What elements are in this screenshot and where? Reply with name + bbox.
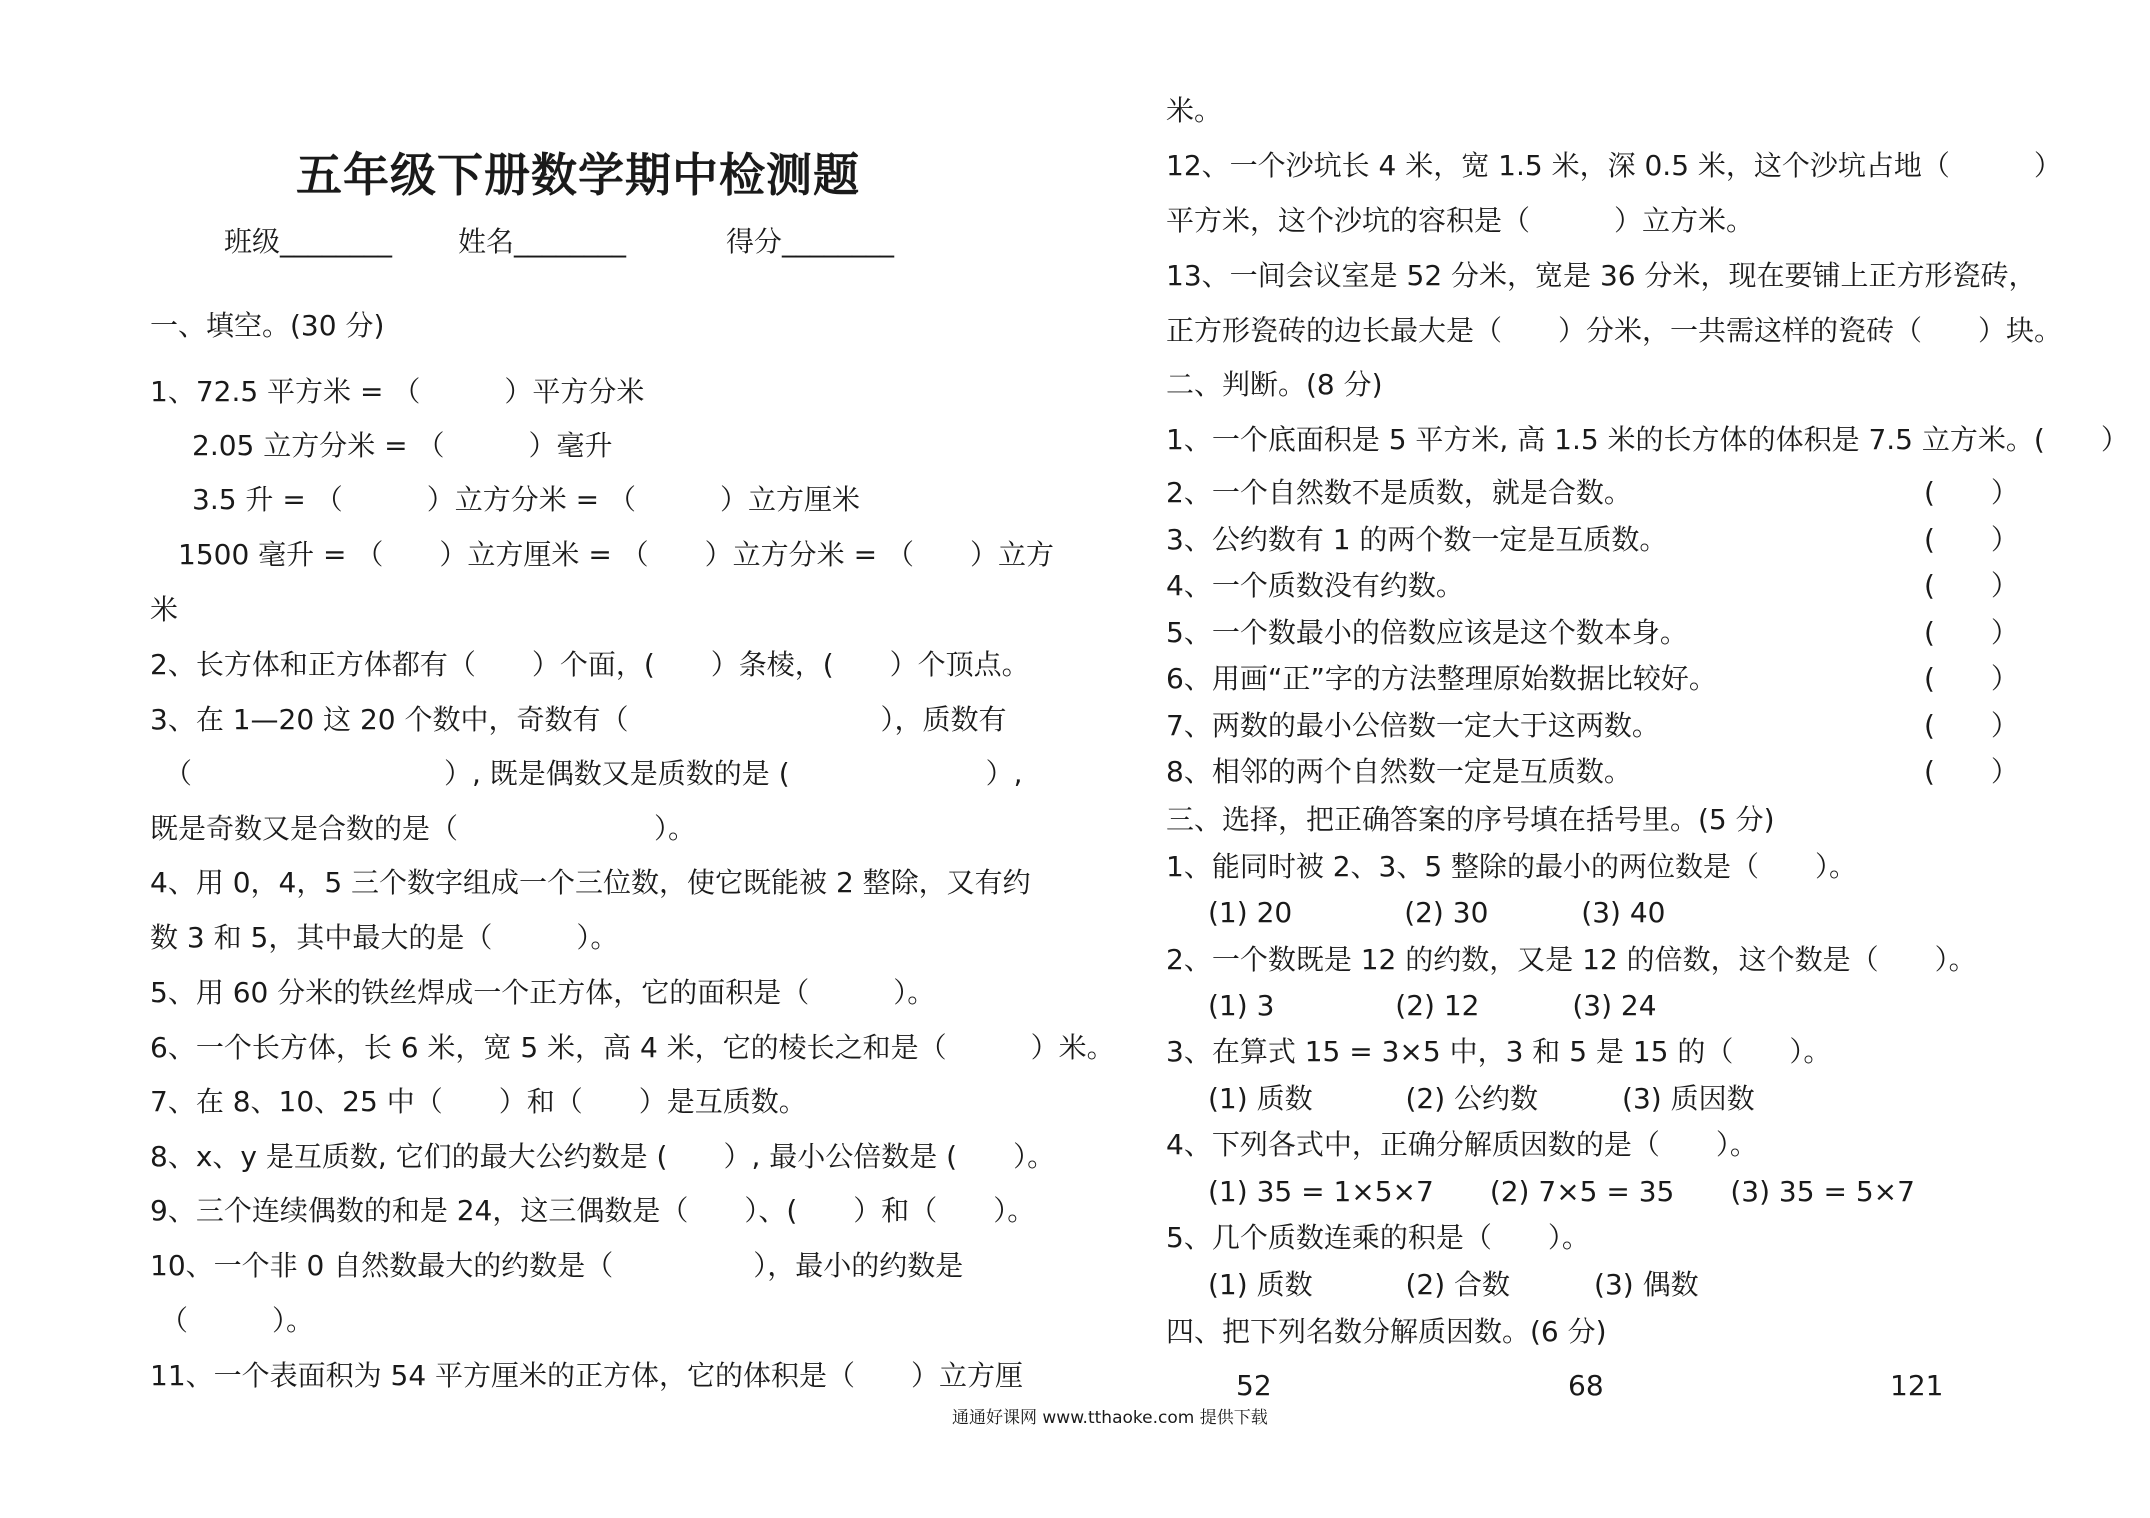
question-line: 3、在算式 15 = 3×5 中，3 和 5 是 15 的（ ）。 (1166, 1035, 1832, 1068)
question-line: 数 3 和 5，其中最大的是（ ）。 (150, 921, 619, 954)
choice-options: (1) 质数 (2) 公约数 (3) 质因数 (1208, 1082, 1755, 1115)
question-line: 3.5 升 = （ ）立方分米 = （ ）立方厘米 (192, 483, 860, 516)
judge-item: 1、一个底面积是 5 平方米, 高 1.5 米的长方体的体积是 7.5 立方米。( ） (1166, 423, 2129, 456)
question-line: 2、一个数既是 12 的约数，又是 12 的倍数，这个数是（ ）。 (1166, 943, 1977, 976)
footer-source: 通通好课网 www.tthaoke.com 提供下载 (952, 1408, 1268, 1428)
question-line: 5、几个质数连乘的积是（ ）。 (1166, 1221, 1590, 1254)
choice-options: (1) 20 (2) 30 (3) 40 (1208, 896, 1666, 929)
judge-answer-bracket: ( ） (1924, 755, 2019, 788)
question-line: 2、长方体和正方体都有（ ）个面，( ）条棱，( ）个顶点。 (150, 648, 1030, 681)
question-line: 既是奇数又是合数的是（ ）。 (150, 812, 697, 845)
question-line: 7、在 8、10、25 中（ ）和（ ）是互质数。 (150, 1085, 807, 1118)
question-line: 1、能同时被 2、3、5 整除的最小的两位数是（ ）。 (1166, 850, 1858, 883)
judge-answer-bracket: ( ） (1924, 662, 2019, 695)
question-line: 正方形瓷砖的边长最大是（ ）分米，一共需这样的瓷砖（ ）块。 (1166, 314, 2063, 347)
choice-options: (1) 3 (2) 12 (3) 24 (1208, 989, 1657, 1022)
question-line: 8、x、y 是互质数, 它们的最大公约数是 ( ）, 最小公倍数是 ( ）。 (150, 1140, 1056, 1173)
question-line: 平方米，这个沙坑的容积是（ ）立方米。 (1166, 204, 1755, 237)
question-line: （ ）。 (160, 1304, 315, 1337)
judge-answer-bracket: ( ） (1924, 709, 2019, 742)
question-line: 9、三个连续偶数的和是 24，这三偶数是（ ）、( ）和（ ）。 (150, 1194, 1036, 1227)
judge-item: 5、一个数最小的倍数应该是这个数本身。 (1166, 616, 1688, 649)
section-choice-heading: 三、选择，把正确答案的序号填在括号里。(5 分) (1166, 803, 1775, 836)
factor-number: 121 (1890, 1369, 1944, 1402)
question-line: 6、一个长方体，长 6 米，宽 5 米，高 4 米，它的棱长之和是（ ）米。 (150, 1031, 1115, 1064)
judge-answer-bracket: ( ） (1924, 616, 2019, 649)
choice-options: (1) 质数 (2) 合数 (3) 偶数 (1208, 1268, 1699, 1301)
question-line: 米。 (1166, 94, 1223, 127)
name-field: 姓名________ (458, 225, 627, 258)
question-line: 11、一个表面积为 54 平方厘米的正方体，它的体积是（ ）立方厘 (150, 1359, 1024, 1392)
section-fill-blank-heading: 一、填空。(30 分) (150, 309, 385, 342)
judge-item: 7、两数的最小公倍数一定大于这两数。 (1166, 709, 1660, 742)
question-line: 1、72.5 平方米 = （ ）平方分米 (150, 375, 645, 408)
judge-answer-bracket: ( ） (1924, 569, 2019, 602)
judge-answer-bracket: ( ） (1924, 523, 2019, 556)
factor-number: 68 (1568, 1369, 1604, 1402)
class-field: 班级________ (224, 225, 393, 258)
question-line: 5、用 60 分米的铁丝焊成一个正方体，它的面积是（ ）。 (150, 976, 936, 1009)
question-line: 12、一个沙坑长 4 米，宽 1.5 米，深 0.5 米，这个沙坑占地（ ） (1166, 149, 2062, 182)
question-line: 2.05 立方分米 = （ ）毫升 (192, 429, 613, 462)
question-line: 13、一间会议室是 52 分米，宽是 36 分米，现在要铺上正方形瓷砖， (1166, 259, 2037, 292)
question-line: 3、在 1—20 这 20 个数中，奇数有（ ），质数有 (150, 703, 1007, 736)
section-factorize-heading: 四、把下列名数分解质因数。(6 分) (1166, 1315, 1607, 1348)
judge-item: 3、公约数有 1 的两个数一定是互质数。 (1166, 523, 1668, 556)
factor-number: 52 (1236, 1369, 1272, 1402)
page-title: 五年级下册数学期中检测题 (296, 148, 860, 202)
judge-item: 6、用画“正”字的方法整理原始数据比较好。 (1166, 662, 1717, 695)
question-line: 4、下列各式中，正确分解质因数的是（ ）。 (1166, 1128, 1758, 1161)
section-judge-heading: 二、判断。(8 分) (1166, 368, 1383, 401)
judge-item: 4、一个质数没有约数。 (1166, 569, 1464, 602)
judge-item: 2、一个自然数不是质数，就是合数。 (1166, 476, 1632, 509)
question-line: 10、一个非 0 自然数最大的约数是（ ），最小的约数是 (150, 1249, 964, 1282)
question-line: 米 (150, 593, 179, 626)
judge-answer-bracket: ( ） (1924, 476, 2019, 509)
question-line: 1500 毫升 = （ ）立方厘米 = （ ）立方分米 = （ ）立方 (178, 538, 1054, 571)
judge-item: 8、相邻的两个自然数一定是互质数。 (1166, 755, 1632, 788)
question-line: 4、用 0，4，5 三个数字组成一个三位数，使它既能被 2 整除，又有约 (150, 866, 1031, 899)
choice-options: (1) 35 = 1×5×7 (2) 7×5 = 35 (3) 35 = 5×7 (1208, 1175, 1915, 1208)
score-field: 得分________ (726, 225, 895, 258)
question-line: （ ）, 既是偶数又是质数的是 ( ）, (164, 757, 1023, 790)
